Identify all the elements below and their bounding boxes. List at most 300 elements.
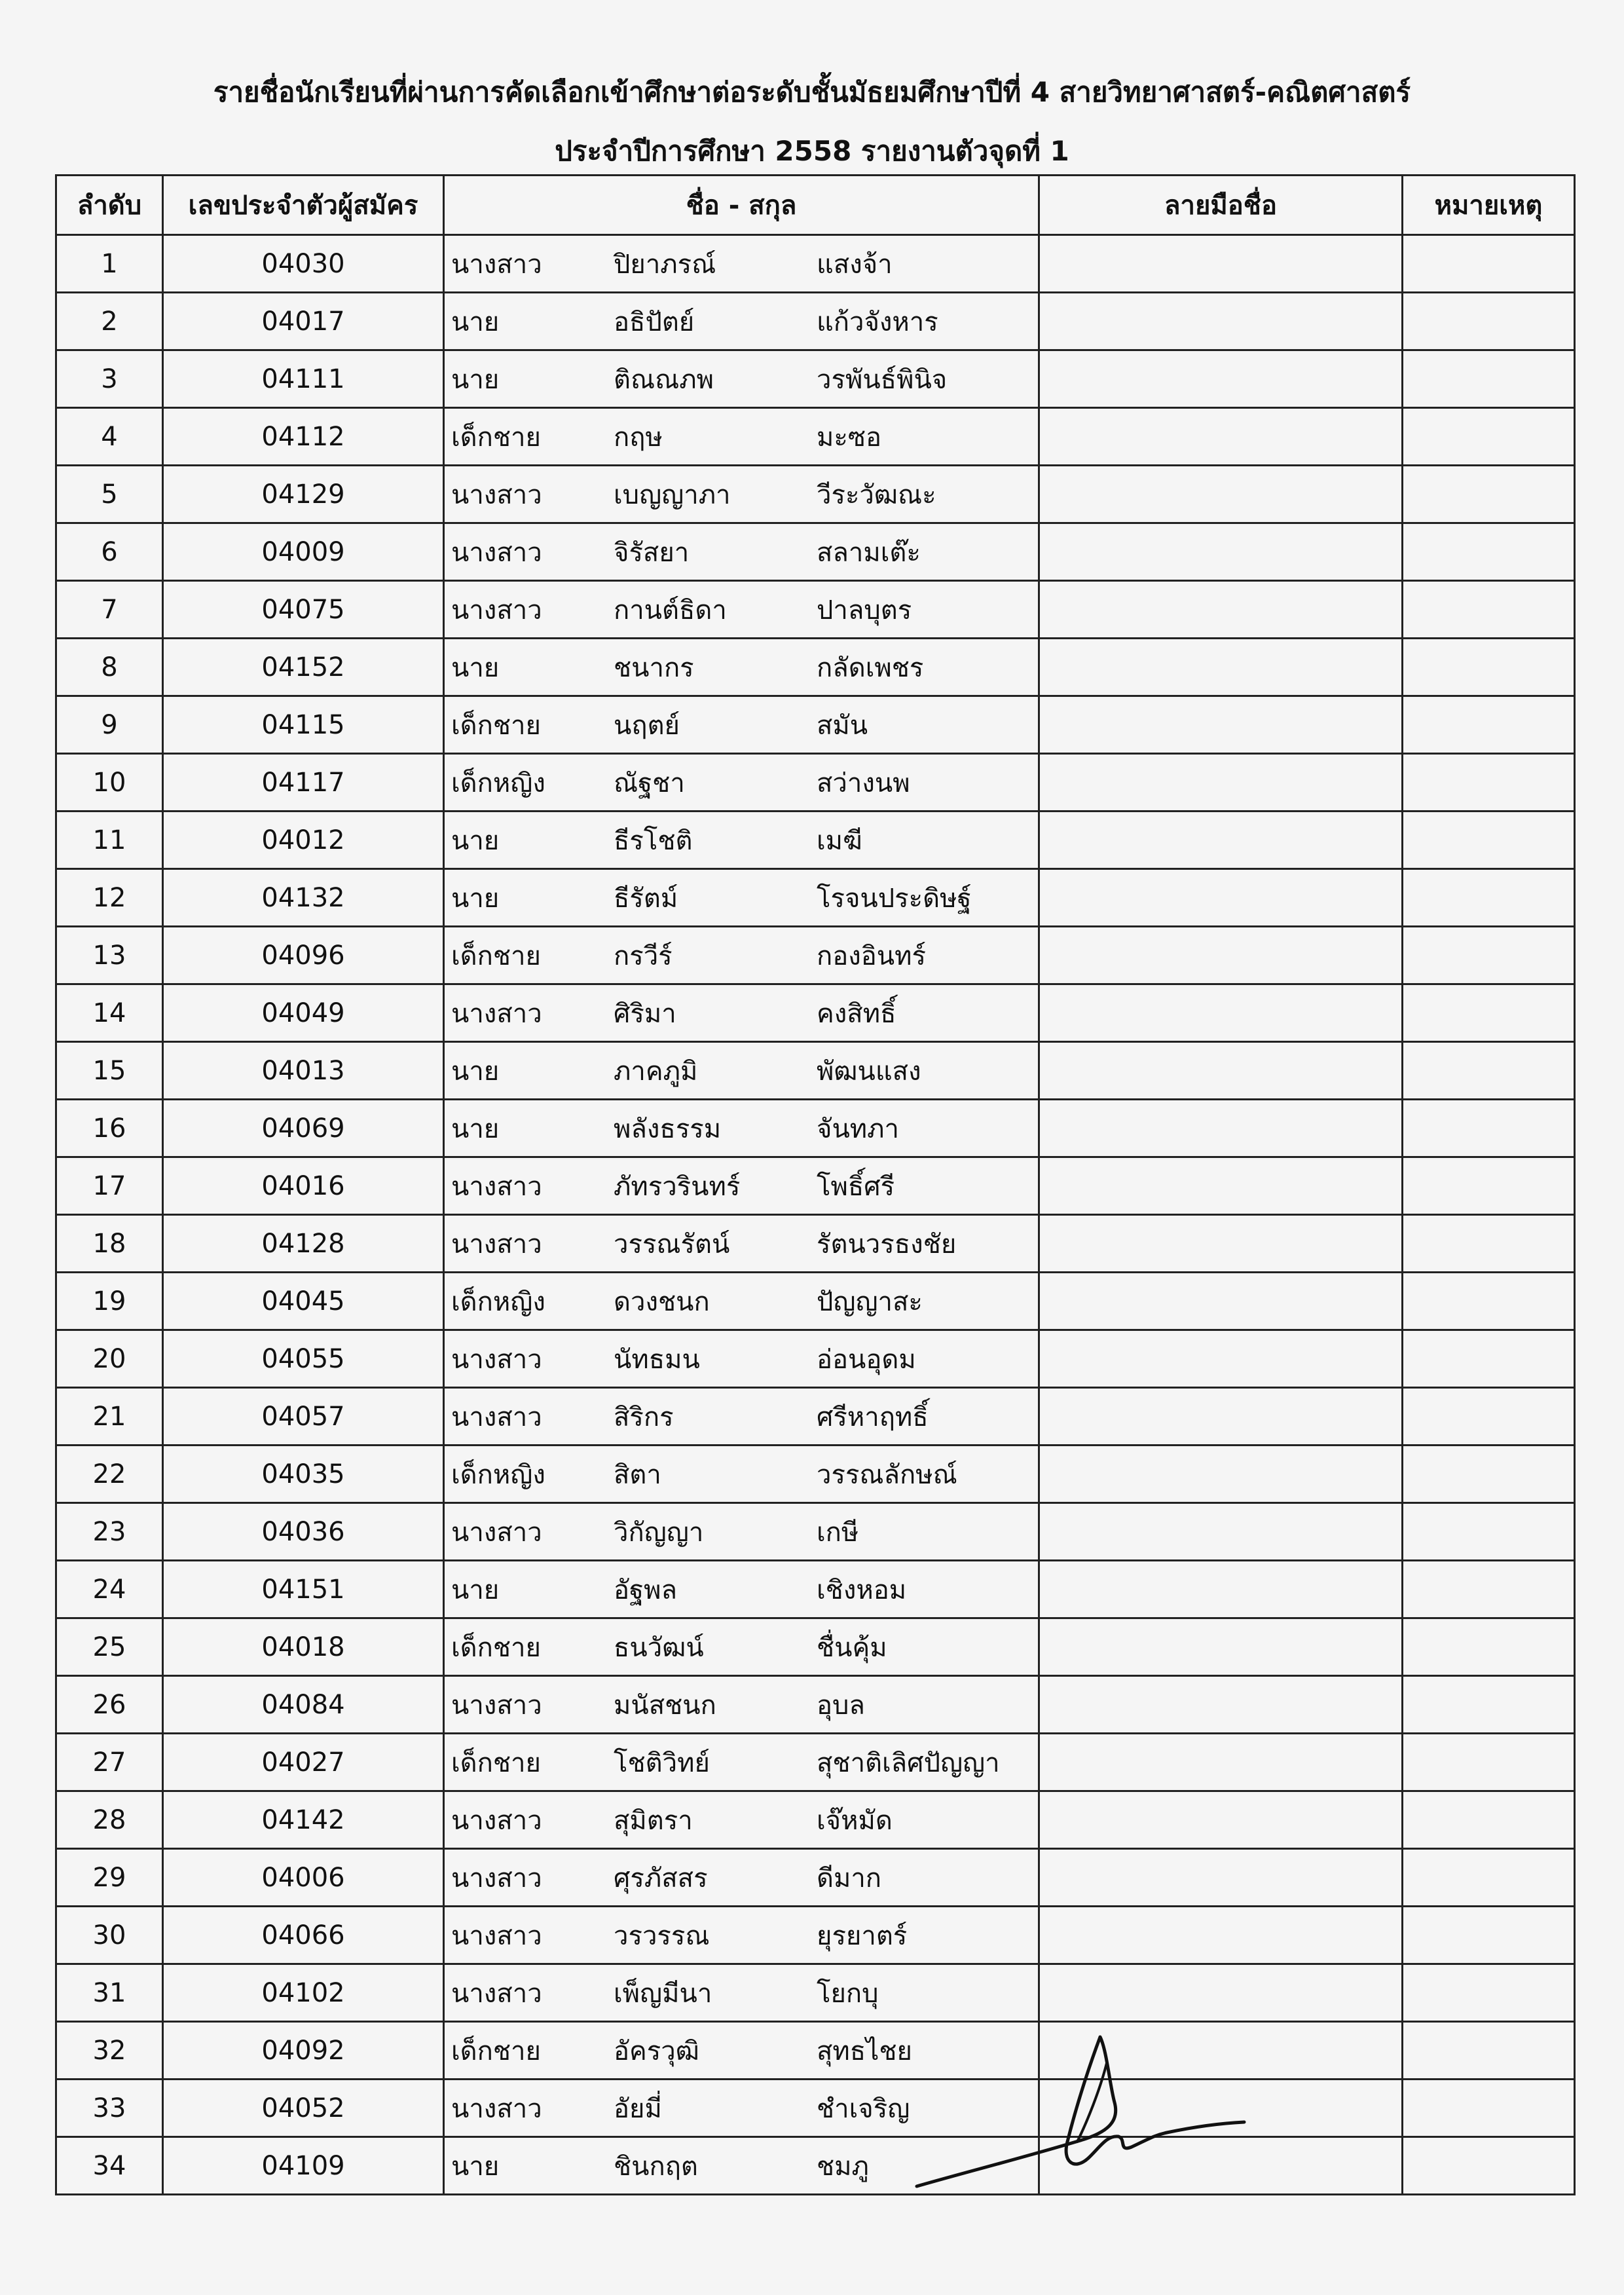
- first-name: โชติวิทย์: [614, 1747, 710, 1778]
- cell-name: [444, 984, 1039, 1042]
- first-name: สิริกร: [614, 1402, 674, 1432]
- cell-signature: [1039, 523, 1403, 581]
- table-row: [56, 984, 1575, 1042]
- first-name: ดวงชนก: [614, 1286, 710, 1317]
- handwritten-signature: [910, 2024, 1251, 2194]
- last-name: ดีมาก: [817, 1863, 882, 1894]
- cell-signature: [1039, 812, 1403, 869]
- table-row: [56, 1503, 1575, 1561]
- cell-name: [444, 927, 1039, 984]
- cell-no: 25: [56, 1618, 163, 1676]
- name-group: [445, 358, 1038, 400]
- name-prefix: นางสาว: [451, 1690, 542, 1721]
- name-prefix: นางสาว: [451, 2093, 542, 2124]
- cell-name: [444, 235, 1039, 293]
- first-name: อัฐพล: [614, 1575, 677, 1605]
- name-prefix: นาย: [451, 307, 500, 337]
- cell-applicant-id: 04055: [163, 1330, 444, 1388]
- cell-no: 29: [56, 1849, 163, 1907]
- cell-signature: [1039, 1791, 1403, 1849]
- cell-signature: [1039, 1907, 1403, 1964]
- table-row: [56, 1330, 1575, 1388]
- cell-no: 15: [56, 1042, 163, 1100]
- table-row: [56, 2080, 1575, 2137]
- cell-no: 1: [56, 235, 163, 293]
- name-group: [445, 243, 1038, 285]
- first-name: จิรัสยา: [614, 537, 690, 568]
- cell-no: 33: [56, 2080, 163, 2137]
- cell-remark: [1403, 1964, 1575, 2022]
- table-row: [56, 523, 1575, 581]
- name-prefix: เด็กชาย: [451, 941, 541, 971]
- cell-remark: [1403, 235, 1575, 293]
- cell-no: 11: [56, 812, 163, 869]
- name-group: [445, 1280, 1038, 1322]
- cell-no: 9: [56, 696, 163, 754]
- name-prefix: เด็กชาย: [451, 422, 541, 453]
- cell-signature: [1039, 1042, 1403, 1100]
- name-group: [445, 1914, 1038, 1956]
- cell-remark: [1403, 1215, 1575, 1273]
- name-group: [445, 589, 1038, 631]
- cell-remark: [1403, 754, 1575, 812]
- name-prefix: นาย: [451, 364, 500, 395]
- cell-name: [444, 1273, 1039, 1330]
- name-group: [445, 531, 1038, 573]
- cell-applicant-id: 04075: [163, 581, 444, 639]
- last-name: มะซอ: [817, 422, 882, 453]
- table-row: [56, 927, 1575, 984]
- name-prefix: นางสาว: [451, 479, 542, 510]
- cell-remark: [1403, 1849, 1575, 1907]
- last-name: กลัดเพชร: [817, 652, 924, 683]
- cell-signature: [1039, 466, 1403, 523]
- last-name: ชื่นคุ้ม: [817, 1632, 887, 1663]
- name-group: [445, 1050, 1038, 1092]
- name-prefix: นาย: [451, 652, 500, 683]
- cell-remark: [1403, 869, 1575, 927]
- cell-applicant-id: 04132: [163, 869, 444, 927]
- last-name: เกษี: [817, 1517, 859, 1548]
- last-name: ชมภู: [817, 2151, 869, 2182]
- cell-name: [444, 581, 1039, 639]
- table-row: [56, 235, 1575, 293]
- cell-applicant-id: 04006: [163, 1849, 444, 1907]
- table-row: [56, 1388, 1575, 1446]
- cell-remark: [1403, 1330, 1575, 1388]
- cell-signature: [1039, 869, 1403, 927]
- column-header-no: ลำดับ: [56, 176, 163, 235]
- cell-no: 14: [56, 984, 163, 1042]
- cell-no: 2: [56, 293, 163, 350]
- first-name: สุมิตรา: [614, 1805, 693, 1836]
- cell-applicant-id: 04142: [163, 1791, 444, 1849]
- name-prefix: เด็กชาย: [451, 2036, 541, 2066]
- cell-remark: [1403, 1446, 1575, 1503]
- last-name: ศรีหาฤทธิ์: [817, 1402, 929, 1432]
- cell-no: 21: [56, 1388, 163, 1446]
- column-header-remark: หมายเหตุ: [1403, 176, 1575, 235]
- name-prefix: เด็กหญิง: [451, 768, 545, 798]
- cell-no: 28: [56, 1791, 163, 1849]
- cell-name: [444, 1330, 1039, 1388]
- cell-name: [444, 1734, 1039, 1791]
- cell-remark: [1403, 1734, 1575, 1791]
- name-group: [445, 1742, 1038, 1783]
- cell-signature: [1039, 350, 1403, 408]
- cell-signature: [1039, 581, 1403, 639]
- cell-no: 4: [56, 408, 163, 466]
- name-prefix: นาย: [451, 883, 500, 914]
- name-prefix: นางสาว: [451, 1805, 542, 1836]
- cell-no: 30: [56, 1907, 163, 1964]
- cell-name: [444, 1100, 1039, 1157]
- cell-name: [444, 1676, 1039, 1734]
- last-name: คงสิทธิ์: [817, 998, 896, 1029]
- first-name: นัทธมน: [614, 1344, 700, 1375]
- last-name: รัตนวรธงชัย: [817, 1229, 957, 1259]
- cell-signature: [1039, 1157, 1403, 1215]
- cell-signature: [1039, 1561, 1403, 1618]
- column-header-name: ชื่อ - สกุล: [444, 176, 1039, 235]
- first-name: ธีรโชติ: [614, 825, 693, 856]
- first-name: ติณณภพ: [614, 364, 714, 395]
- table-row: [56, 1157, 1575, 1215]
- cell-signature: [1039, 1849, 1403, 1907]
- table-row: [56, 869, 1575, 927]
- last-name: ปาลบุตร: [817, 595, 912, 625]
- last-name: โพธิ์ศรี: [817, 1171, 895, 1202]
- name-prefix: นางสาว: [451, 998, 542, 1029]
- name-group: [445, 819, 1038, 861]
- name-prefix: นางสาว: [451, 537, 542, 568]
- cell-remark: [1403, 1791, 1575, 1849]
- cell-remark: [1403, 1157, 1575, 1215]
- first-name: กรวีร์: [614, 941, 673, 971]
- name-group: [445, 416, 1038, 458]
- cell-name: [444, 1042, 1039, 1100]
- cell-applicant-id: 04066: [163, 1907, 444, 1964]
- table-row: [56, 350, 1575, 408]
- table-row: [56, 1791, 1575, 1849]
- cell-name: [444, 408, 1039, 466]
- cell-no: 12: [56, 869, 163, 927]
- table-row: [56, 1042, 1575, 1100]
- cell-signature: [1039, 927, 1403, 984]
- cell-signature: [1039, 1676, 1403, 1734]
- name-prefix: นาย: [451, 1056, 500, 1087]
- cell-signature: [1039, 408, 1403, 466]
- table-row: [56, 1964, 1575, 2022]
- first-name: กานต์ธิดา: [614, 595, 727, 625]
- first-name: สิตา: [614, 1459, 661, 1490]
- cell-name: [444, 812, 1039, 869]
- table-row: [56, 1618, 1575, 1676]
- name-prefix: เด็กชาย: [451, 1632, 541, 1663]
- cell-no: 8: [56, 639, 163, 696]
- cell-no: 31: [56, 1964, 163, 2022]
- table-row: [56, 2022, 1575, 2080]
- name-group: [445, 1626, 1038, 1668]
- name-group: [445, 935, 1038, 977]
- cell-signature: [1039, 639, 1403, 696]
- cell-no: 10: [56, 754, 163, 812]
- name-prefix: นางสาว: [451, 1517, 542, 1548]
- table-row: [56, 1446, 1575, 1503]
- cell-remark: [1403, 293, 1575, 350]
- cell-applicant-id: 04017: [163, 293, 444, 350]
- first-name: มนัสชนก: [614, 1690, 716, 1721]
- cell-applicant-id: 04012: [163, 812, 444, 869]
- cell-signature: [1039, 754, 1403, 812]
- cell-remark: [1403, 1503, 1575, 1561]
- cell-signature: [1039, 235, 1403, 293]
- name-group: [445, 992, 1038, 1034]
- last-name: สลามเต๊ะ: [817, 537, 921, 568]
- cell-remark: [1403, 984, 1575, 1042]
- name-prefix: นาย: [451, 825, 500, 856]
- name-group: [445, 474, 1038, 515]
- cell-no: 3: [56, 350, 163, 408]
- cell-signature: [1039, 1330, 1403, 1388]
- table-row: [56, 466, 1575, 523]
- table-row: [56, 639, 1575, 696]
- name-prefix: นางสาว: [451, 1229, 542, 1259]
- cell-applicant-id: 04016: [163, 1157, 444, 1215]
- cell-remark: [1403, 1561, 1575, 1618]
- first-name: วิกัญญา: [614, 1517, 704, 1548]
- cell-signature: [1039, 293, 1403, 350]
- last-name: เมฆี: [817, 825, 862, 856]
- first-name: ภัทรวรินทร์: [614, 1171, 741, 1202]
- last-name: สุทธไชย: [817, 2036, 912, 2066]
- last-name: วรพันธ์พินิจ: [817, 364, 948, 395]
- name-prefix: นางสาว: [451, 1171, 542, 1202]
- cell-applicant-id: 04069: [163, 1100, 444, 1157]
- cell-name: [444, 1907, 1039, 1964]
- first-name: ณัฐชา: [614, 768, 685, 798]
- table-header-row: [56, 176, 1575, 235]
- last-name: โยกบุ: [817, 1978, 879, 2009]
- table-row: [56, 581, 1575, 639]
- cell-no: 16: [56, 1100, 163, 1157]
- cell-remark: [1403, 350, 1575, 408]
- first-name: เพ็ญมีนา: [614, 1978, 712, 2009]
- name-group: [445, 1799, 1038, 1841]
- cell-name: [444, 1388, 1039, 1446]
- table-row: [56, 1561, 1575, 1618]
- cell-signature: [1039, 1273, 1403, 1330]
- cell-remark: [1403, 466, 1575, 523]
- name-prefix: เด็กชาย: [451, 1747, 541, 1778]
- document-subtitle: ประจำปีการศึกษา 2558 รายงานตัวจุดที่ 1: [555, 135, 1069, 167]
- last-name: เจ๊หมัด: [817, 1805, 893, 1836]
- cell-applicant-id: 04151: [163, 1561, 444, 1618]
- cell-remark: [1403, 1100, 1575, 1157]
- table-row: [56, 408, 1575, 466]
- name-group: [445, 301, 1038, 343]
- cell-name: [444, 1849, 1039, 1907]
- table-body: [56, 235, 1575, 2195]
- cell-name: [444, 1618, 1039, 1676]
- first-name: อัครวุฒิ: [614, 2036, 699, 2066]
- table-row: [56, 696, 1575, 754]
- name-group: [445, 1396, 1038, 1438]
- cell-applicant-id: 04009: [163, 523, 444, 581]
- last-name: กองอินทร์: [817, 941, 926, 971]
- cell-signature: [1039, 1100, 1403, 1157]
- name-prefix: นางสาว: [451, 1863, 542, 1894]
- cell-applicant-id: 04096: [163, 927, 444, 984]
- name-group: [445, 1972, 1038, 2014]
- cell-no: 7: [56, 581, 163, 639]
- table-row: [56, 812, 1575, 869]
- cell-signature: [1039, 1503, 1403, 1561]
- name-prefix: นางสาว: [451, 1920, 542, 1951]
- first-name: ธีรัตม์: [614, 883, 678, 914]
- last-name: แก้วจังหาร: [817, 307, 938, 337]
- cell-applicant-id: 04112: [163, 408, 444, 466]
- cell-signature: [1039, 1964, 1403, 2022]
- cell-name: [444, 869, 1039, 927]
- name-prefix: นางสาว: [451, 1344, 542, 1375]
- cell-no: 13: [56, 927, 163, 984]
- cell-remark: [1403, 639, 1575, 696]
- column-header-signature: ลายมือชื่อ: [1039, 176, 1403, 235]
- cell-name: [444, 1791, 1039, 1849]
- cell-no: 26: [56, 1676, 163, 1734]
- first-name: อัยมี่: [614, 2093, 662, 2124]
- cell-remark: [1403, 1273, 1575, 1330]
- cell-no: 6: [56, 523, 163, 581]
- first-name: วรรณรัตน์: [614, 1229, 730, 1259]
- name-group: [445, 1223, 1038, 1265]
- cell-remark: [1403, 812, 1575, 869]
- name-group: [445, 1165, 1038, 1207]
- student-table: [55, 174, 1576, 2195]
- last-name: โรจนประดิษฐ์: [817, 883, 972, 914]
- cell-signature: [1039, 696, 1403, 754]
- cell-name: [444, 754, 1039, 812]
- table-row: [56, 2137, 1575, 2195]
- last-name: สุชาติเลิศปัญญา: [817, 1747, 1000, 1778]
- cell-no: 19: [56, 1273, 163, 1330]
- last-name: อ่อนอุดม: [817, 1344, 916, 1375]
- cell-applicant-id: 04013: [163, 1042, 444, 1100]
- cell-applicant-id: 04057: [163, 1388, 444, 1446]
- name-group: [445, 877, 1038, 919]
- last-name: สมัน: [817, 710, 868, 741]
- cell-no: 18: [56, 1215, 163, 1273]
- cell-applicant-id: 04052: [163, 2080, 444, 2137]
- cell-applicant-id: 04018: [163, 1618, 444, 1676]
- first-name: ชินกฤต: [614, 2151, 698, 2182]
- name-group: [445, 1338, 1038, 1380]
- cell-no: 22: [56, 1446, 163, 1503]
- first-name: เบญญาภา: [614, 479, 731, 510]
- cell-name: [444, 523, 1039, 581]
- cell-name: [444, 1157, 1039, 1215]
- cell-remark: [1403, 408, 1575, 466]
- cell-name: [444, 1446, 1039, 1503]
- last-name: วีระวัฒณะ: [817, 479, 936, 510]
- first-name: วรวรรณ: [614, 1920, 710, 1951]
- cell-applicant-id: 04115: [163, 696, 444, 754]
- last-name: จันทภา: [817, 1113, 899, 1144]
- cell-no: 23: [56, 1503, 163, 1561]
- name-group: [445, 1511, 1038, 1553]
- table-row: [56, 1273, 1575, 1330]
- cell-no: 24: [56, 1561, 163, 1618]
- last-name: สว่างนพ: [817, 768, 910, 798]
- name-prefix: นางสาว: [451, 1978, 542, 2009]
- cell-applicant-id: 04111: [163, 350, 444, 408]
- cell-applicant-id: 04109: [163, 2137, 444, 2195]
- cell-applicant-id: 04035: [163, 1446, 444, 1503]
- cell-remark: [1403, 696, 1575, 754]
- cell-name: [444, 1561, 1039, 1618]
- cell-remark: [1403, 927, 1575, 984]
- cell-applicant-id: 04036: [163, 1503, 444, 1561]
- cell-applicant-id: 04102: [163, 1964, 444, 2022]
- name-group: [445, 1453, 1038, 1495]
- cell-remark: [1403, 2080, 1575, 2137]
- cell-no: 5: [56, 466, 163, 523]
- table-row: [56, 1849, 1575, 1907]
- table-row: [56, 293, 1575, 350]
- cell-name: [444, 466, 1039, 523]
- cell-applicant-id: 04117: [163, 754, 444, 812]
- cell-name: [444, 350, 1039, 408]
- cell-name: [444, 1964, 1039, 2022]
- table-row: [56, 1676, 1575, 1734]
- cell-name: [444, 639, 1039, 696]
- last-name: ชำเจริญ: [817, 2093, 910, 2124]
- cell-remark: [1403, 2022, 1575, 2080]
- first-name: ภาคภูมิ: [614, 1056, 698, 1087]
- column-header-applicant-id: เลขประจำตัวผู้สมัคร: [163, 176, 444, 235]
- table-row: [56, 1215, 1575, 1273]
- name-prefix: นาย: [451, 1575, 500, 1605]
- cell-no: 34: [56, 2137, 163, 2195]
- cell-signature: [1039, 1734, 1403, 1791]
- name-group: [445, 762, 1038, 804]
- table-row: [56, 754, 1575, 812]
- last-name: เชิงหอม: [817, 1575, 907, 1605]
- cell-applicant-id: 04092: [163, 2022, 444, 2080]
- cell-name: [444, 293, 1039, 350]
- first-name: พลังธรรม: [614, 1113, 722, 1144]
- cell-remark: [1403, 1676, 1575, 1734]
- name-prefix: นาย: [451, 1113, 500, 1144]
- last-name: ปัญญาสะ: [817, 1286, 923, 1317]
- name-prefix: เด็กหญิง: [451, 1459, 545, 1490]
- cell-applicant-id: 04030: [163, 235, 444, 293]
- first-name: ศิริมา: [614, 998, 676, 1029]
- name-prefix: นางสาว: [451, 595, 542, 625]
- cell-remark: [1403, 1907, 1575, 1964]
- cell-remark: [1403, 581, 1575, 639]
- cell-applicant-id: 04128: [163, 1215, 444, 1273]
- first-name: กฤษ: [614, 422, 663, 453]
- cell-name: [444, 1503, 1039, 1561]
- cell-name: [444, 1215, 1039, 1273]
- name-prefix: นางสาว: [451, 1402, 542, 1432]
- first-name: อธิปัตย์: [614, 307, 695, 337]
- cell-remark: [1403, 1042, 1575, 1100]
- cell-applicant-id: 04027: [163, 1734, 444, 1791]
- table-row: [56, 1100, 1575, 1157]
